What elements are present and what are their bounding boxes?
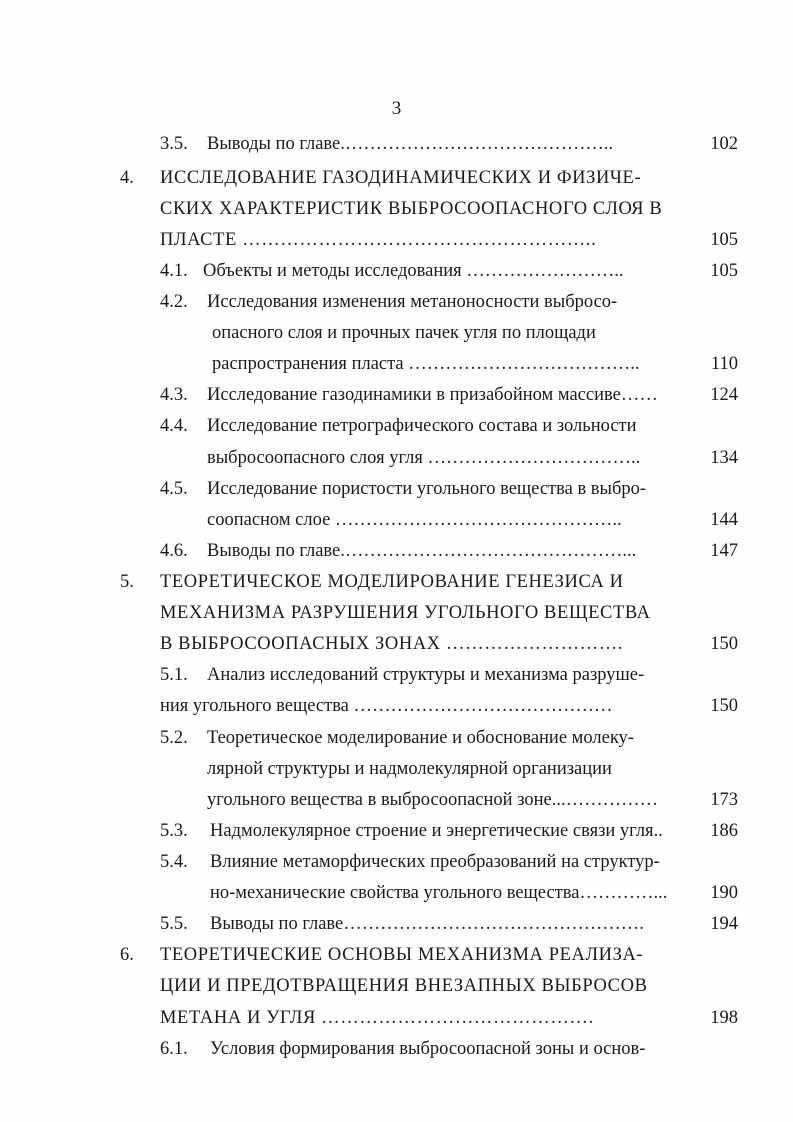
toc-page-number: 150 [710, 696, 738, 716]
toc-number: 5.2. [160, 728, 188, 748]
toc-entry-text: опасного слоя и прочных пачек угля по площади [212, 323, 596, 343]
toc-number: 3.5. [160, 134, 188, 154]
toc-entry-text: соопасном слое ……………………………………….. [207, 510, 622, 530]
toc-page-number: 194 [710, 914, 738, 934]
toc-entry-text: Исследование газодинамики в призабойном массиве…… [207, 385, 658, 405]
toc-entry-text: лярной структуры и надмолекулярной организации [207, 759, 612, 779]
chapter-title-line: СКИХ ХАРАКТЕРИСТИК ВЫБРОСООПАСНОГО СЛОЯ В [160, 199, 663, 219]
chapter-title-line: МЕХАНИЗМА РАЗРУШЕНИЯ УГОЛЬНОГО ВЕЩЕСТВА [160, 603, 651, 623]
toc-page-number: 147 [710, 541, 738, 561]
toc-page-number: 173 [710, 790, 738, 810]
toc-entry-text: распространения пласта ……………………………….. [212, 354, 640, 374]
toc-page-number: 150 [710, 634, 738, 654]
toc-entry-text: Влияние метаморфических преобразований на структур- [210, 852, 660, 872]
chapter-title-line: В ВЫБРОСООПАСНЫХ ЗОНАХ ………………………. [160, 634, 624, 654]
chapter-title-line: ЦИИ И ПРЕДОТВРАЩЕНИЯ ВНЕЗАПНЫХ ВЫБРОСОВ [160, 976, 648, 996]
toc-number: 4.2. [160, 292, 188, 312]
toc-number: 5.5. [160, 914, 188, 934]
toc-entry-text: Исследования изменения метаноносности выбросо- [207, 292, 618, 312]
toc-number: 4.5. [160, 479, 188, 499]
toc-number: 4.6. [160, 541, 188, 561]
toc-number: 4.1. [160, 261, 188, 281]
toc-number: 5.3. [160, 821, 188, 841]
toc-entry-text: Теоретическое моделирование и обоснование молеку- [207, 728, 634, 748]
toc-entry-text: Выводы по главе…………………………………………. [210, 914, 644, 934]
toc-entry-text: Надмолекулярное строение и энергетические связи угля.. [210, 821, 663, 841]
chapter-title-line: ПЛАСТЕ ……………………………………………….. [160, 230, 597, 250]
chapter-number: 4. [120, 168, 134, 188]
chapter-title-line: МЕТАНА И УГЛЯ ……………………………………. [160, 1008, 594, 1028]
toc-entry-text: Условия формирования выбросоопасной зоны и основ- [210, 1039, 646, 1059]
toc-number: 4.3. [160, 385, 188, 405]
toc-page-number: 105 [710, 230, 738, 250]
toc-entry-text: Выводы по главе.………………………………………... [207, 541, 637, 561]
toc-number: 5.1. [160, 665, 188, 685]
toc-entry-text: угольного вещества в выбросоопасной зоне...…………… [207, 790, 659, 810]
toc-entry-text: но-механические свойства угольного вещества…………... [210, 883, 668, 903]
chapter-number: 5. [120, 572, 134, 592]
toc-entry-text: Исследование пористости угольного вещества в выбро- [207, 479, 647, 499]
toc-page-number: 110 [710, 354, 738, 374]
toc-number: 5.4. [160, 852, 188, 872]
toc-entry-text: Выводы по главе.…………………………………….. [207, 134, 614, 154]
toc-entry-text: Объекты и методы исследования …………………….. [203, 261, 624, 281]
page-number: 3 [391, 98, 402, 119]
toc-number: 4.4. [160, 416, 188, 436]
toc-page-number: 144 [710, 510, 738, 530]
toc-page-number: 105 [710, 261, 738, 281]
toc-page-number: 102 [710, 134, 738, 154]
toc-page-number: 134 [710, 448, 738, 468]
chapter-title-line: ИССЛЕДОВАНИЕ ГАЗОДИНАМИЧЕСКИХ И ФИЗИЧЕ- [160, 168, 642, 188]
chapter-title-line: ТЕОРЕТИЧЕСКИЕ ОСНОВЫ МЕХАНИЗМА РЕАЛИЗА- [160, 945, 644, 965]
toc-page-number: 124 [710, 385, 738, 405]
toc-entry-text: Исследование петрографического состава и зольности [207, 416, 637, 436]
toc-entry-text: выбросоопасного слоя угля …………………………….. [207, 448, 641, 468]
toc-entry-text: ния угольного вещества …………………………………… [160, 696, 613, 716]
toc-page-number: 190 [710, 883, 738, 903]
toc-number: 6.1. [160, 1039, 188, 1059]
toc-entry-text: Анализ исследований структуры и механизма разруше- [207, 665, 645, 685]
chapter-title-line: ТЕОРЕТИЧЕСКОЕ МОДЕЛИРОВАНИЕ ГЕНЕЗИСА И [160, 572, 624, 592]
chapter-number: 6. [120, 945, 134, 965]
toc-page-number: 186 [710, 821, 738, 841]
toc-page-number: 198 [710, 1008, 738, 1028]
